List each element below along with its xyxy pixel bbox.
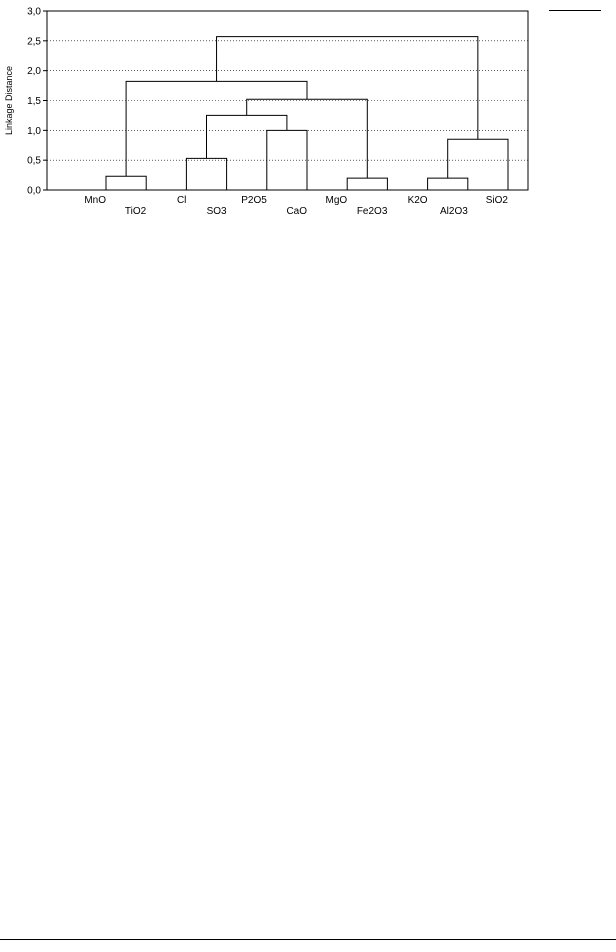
y-tick-label: 2,0	[27, 66, 41, 78]
dendrogram-link	[106, 176, 146, 190]
leaf-label: TiO2	[124, 206, 147, 217]
dendrogram-chart	[0, 0, 616, 240]
dendrogram-link	[186, 158, 226, 190]
leaf-label: MnO	[84, 195, 106, 206]
y-tick-label: 1,0	[27, 125, 41, 137]
leaf-label: P2O5	[241, 195, 267, 206]
leaf-label: CaO	[286, 206, 307, 217]
dendrogram-link	[126, 81, 307, 176]
leaf-label: MgO	[325, 195, 348, 206]
dendrogram-link	[347, 178, 387, 190]
y-tick-label: 3,0	[27, 6, 41, 18]
y-axis-title: Linkage Distance	[4, 65, 14, 136]
leaf-label: Fe2O3	[356, 206, 388, 217]
page-footer-rule	[0, 939, 616, 940]
leaf-label: K2O	[407, 195, 428, 206]
dendrogram-link	[207, 115, 287, 158]
dendrogram-link	[217, 37, 478, 140]
leaf-label: SiO2	[485, 195, 508, 206]
leaf-label: SO3	[206, 206, 227, 217]
dendrogram-link	[428, 178, 468, 190]
leaf-label: Cl	[176, 195, 187, 206]
leaf-label: Al2O3	[440, 206, 468, 217]
dendrogram-link	[448, 139, 508, 190]
y-tick-label: 0,5	[27, 155, 41, 167]
y-tick-label: 2,5	[27, 36, 41, 48]
y-tick-label: 0,0	[27, 185, 41, 197]
y-tick-label: 1,5	[27, 96, 41, 107]
